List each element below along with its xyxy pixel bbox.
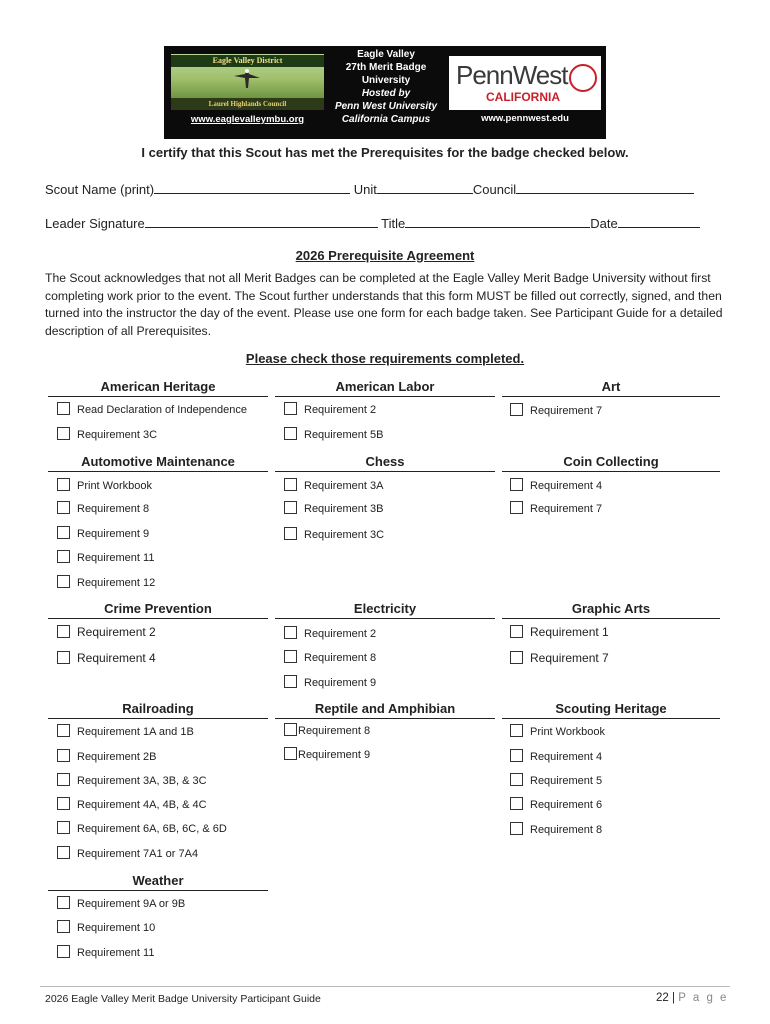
checklist-item[interactable]	[284, 501, 384, 516]
checkbox[interactable]	[284, 650, 297, 663]
checklist-item[interactable]	[57, 797, 207, 812]
banner-line: University	[361, 75, 411, 86]
checklist-label: Requirement 8	[77, 503, 150, 515]
checklist-label: Requirement 2	[304, 404, 377, 416]
badge-header-railroading: Railroading	[48, 701, 268, 719]
checkbox[interactable]	[57, 821, 70, 834]
checklist-item[interactable]	[510, 501, 602, 516]
checklist-item[interactable]	[510, 822, 602, 837]
checkbox[interactable]	[57, 773, 70, 786]
checkbox[interactable]	[57, 575, 70, 588]
checkbox[interactable]	[510, 403, 523, 416]
checkbox[interactable]	[57, 478, 70, 491]
checkbox[interactable]	[510, 625, 523, 638]
checklist-label: Requirement 1A and 1B	[77, 726, 194, 738]
checklist-item[interactable]	[57, 821, 227, 836]
pennwest-name: PennWest	[456, 60, 568, 90]
checklist-label: Requirement 4	[77, 651, 156, 665]
checklist-item[interactable]	[57, 478, 152, 493]
checklist-label: Requirement 9	[298, 749, 371, 761]
checklist-item[interactable]	[510, 749, 602, 764]
checklist-label: Requirement 6A, 6B, 6C, & 6D	[77, 823, 227, 835]
checklist-item[interactable]	[510, 403, 602, 418]
checklist-label: Requirement 3C	[304, 529, 385, 541]
checklist-item[interactable]	[57, 501, 149, 516]
checklist-label: Read Declaration of Independence	[77, 404, 248, 416]
checklist-label: Requirement 10	[77, 922, 156, 934]
checklist-item[interactable]	[57, 550, 154, 565]
checkbox[interactable]	[510, 749, 523, 762]
checklist-label: Print Workbook	[77, 480, 152, 492]
checkbox[interactable]	[510, 724, 523, 737]
checklist-label: Requirement 3A, 3B, & 3C	[77, 775, 207, 787]
checklist-label: Print Workbook	[530, 726, 605, 738]
checklist-item[interactable]	[284, 478, 384, 493]
scout-name-field[interactable]	[154, 181, 350, 194]
checkbox[interactable]	[57, 846, 70, 859]
checklist-item[interactable]	[510, 651, 609, 665]
checkbox[interactable]	[284, 527, 297, 540]
pennwest-url: www.pennwest.edu	[481, 113, 569, 124]
checkbox[interactable]	[284, 747, 297, 760]
banner-line: Eagle Valley	[357, 49, 415, 60]
checklist-item[interactable]	[510, 478, 602, 493]
checklist-label: Requirement 5B	[304, 429, 384, 441]
checkbox[interactable]	[57, 550, 70, 563]
checklist-label: Requirement 2B	[77, 751, 157, 763]
checkbox[interactable]	[57, 526, 70, 539]
checklist-label: Requirement 6	[530, 799, 603, 811]
checkbox[interactable]	[57, 402, 70, 415]
checklist-item[interactable]	[510, 724, 605, 739]
banner-line: California Campus	[341, 114, 431, 125]
eagle-valley-district-logo	[171, 54, 324, 110]
checklist-item[interactable]	[284, 527, 384, 542]
checklist-label: Requirement 12	[77, 577, 156, 589]
checkbox[interactable]	[57, 625, 70, 638]
checkbox[interactable]	[284, 501, 297, 514]
pennwest-seal-icon	[569, 64, 597, 92]
badge-header-scouting-heritage: Scouting Heritage	[502, 701, 720, 719]
checklist-item[interactable]	[284, 402, 376, 417]
leader-signature-field[interactable]	[145, 215, 378, 228]
checklist-item[interactable]	[284, 723, 370, 738]
scout-info-row	[45, 181, 694, 197]
badge-header-chess: Chess	[275, 454, 495, 472]
title-label: Title	[381, 216, 406, 231]
agreement-body: The Scout acknowledges that not all Merit Badges can be completed at the Eagle Valley Merit Badge University without first completing work prior to the event. The Scout further understands that this form MUST be filled out correctly, signed, and then turned into the instructor the day of the event. Please use one form for each badge taken. See Participant Guide for a detailed description of all Prerequisites.	[45, 271, 723, 338]
checklist-label: Requirement 3A	[304, 480, 384, 492]
checklist-label: Requirement 9A or 9B	[77, 898, 186, 910]
page-number	[656, 992, 728, 1004]
checklist-item[interactable]	[57, 846, 198, 861]
page-separator: |	[672, 992, 675, 1004]
certify-statement: I certify that this Scout has met the Prerequisites for the badge checked below.	[141, 145, 629, 160]
checklist-item[interactable]	[57, 749, 157, 764]
checklist-item[interactable]	[284, 675, 376, 690]
checkbox[interactable]	[284, 723, 297, 736]
badge-header-weather: Weather	[48, 873, 268, 891]
checklist-item[interactable]	[284, 747, 370, 762]
checklist-label: Requirement 11	[77, 947, 155, 959]
checkbox[interactable]	[510, 773, 523, 786]
logo-council: Laurel Highlands Council	[171, 98, 324, 110]
banner-center-text	[328, 48, 444, 126]
banner-line: Penn West University	[334, 101, 438, 112]
checklist-item[interactable]	[57, 651, 156, 665]
checklist-label: Requirement 7	[530, 405, 603, 417]
eagle-icon	[233, 66, 261, 92]
checklist-item[interactable]	[57, 920, 155, 935]
leader-signature-label: Leader Signature	[45, 216, 145, 231]
checkbox[interactable]	[510, 822, 523, 835]
checklist-label: Requirement 1	[530, 625, 609, 639]
pennwest-campus: CALIFORNIA	[486, 90, 560, 104]
checkbox[interactable]	[57, 896, 70, 909]
footer-title: 2026 Eagle Valley Merit Badge University Participant Guide	[45, 993, 321, 1005]
eaglevalley-url: www.eaglevalleymbu.org	[190, 114, 305, 125]
checklist-label: Requirement 7	[530, 503, 603, 515]
checkbox[interactable]	[284, 675, 297, 688]
checklist-item[interactable]	[57, 625, 156, 639]
checklist-label: Requirement 7	[530, 651, 609, 665]
page-word: P a g e	[678, 992, 729, 1004]
checklist-item[interactable]	[510, 625, 609, 639]
scout-name-label: Scout Name (print)	[45, 182, 155, 197]
banner-line: 27th Merit Badge	[345, 62, 427, 73]
checkbox[interactable]	[284, 626, 297, 639]
checkbox[interactable]	[57, 797, 70, 810]
badge-header-reptile-amphibian: Reptile and Amphibian	[275, 701, 495, 719]
page-number-value: 22	[656, 992, 669, 1004]
checkbox[interactable]	[57, 724, 70, 737]
checkbox[interactable]	[510, 478, 523, 491]
badge-header-electricity: Electricity	[275, 601, 495, 619]
checklist-item[interactable]	[510, 773, 602, 788]
checklist-item[interactable]	[57, 773, 207, 788]
checklist-item[interactable]	[57, 945, 154, 960]
council-field[interactable]	[516, 181, 694, 194]
badge-header-automotive-maintenance: Automotive Maintenance	[48, 454, 268, 472]
checkbox[interactable]	[510, 501, 523, 514]
checklist-label: Requirement 4	[530, 751, 603, 763]
badge-header-art: Art	[502, 379, 720, 397]
checkbox[interactable]	[57, 427, 70, 440]
logo-title: Eagle Valley District	[171, 55, 324, 67]
checklist-label: Requirement 2	[77, 625, 156, 639]
title-field[interactable]	[405, 215, 590, 228]
checklist-item[interactable]	[57, 427, 157, 442]
badge-header-american-labor: American Labor	[275, 379, 495, 397]
leader-info-row	[45, 215, 700, 231]
checkbox[interactable]	[284, 427, 297, 440]
checklist-label: Requirement 3C	[77, 429, 158, 441]
date-label: Date	[590, 216, 618, 231]
date-field[interactable]	[618, 215, 700, 228]
checklist-label: Requirement 9	[304, 677, 377, 689]
checklist-label: Requirement 8	[530, 824, 603, 836]
checklist-label: Requirement 3B	[304, 503, 384, 515]
badge-header-coin-collecting: Coin Collecting	[502, 454, 720, 472]
checklist-item[interactable]	[57, 575, 155, 590]
checklist-label: Requirement 9	[77, 528, 150, 540]
badge-header-graphic-arts: Graphic Arts	[502, 601, 720, 619]
checklist-item[interactable]	[510, 797, 602, 812]
check-instructions: Please check those requirements completed.	[245, 351, 525, 366]
checklist-item[interactable]	[284, 650, 376, 665]
checklist-label: Requirement 8	[304, 652, 377, 664]
agreement-title: 2026 Prerequisite Agreement	[295, 248, 475, 263]
council-label: Council	[472, 182, 517, 197]
checklist-item[interactable]	[57, 402, 247, 417]
checklist-item[interactable]	[57, 724, 194, 739]
checkbox[interactable]	[284, 478, 297, 491]
checkbox[interactable]	[57, 749, 70, 762]
checklist-label: Requirement 2	[304, 628, 377, 640]
checkbox[interactable]	[57, 501, 70, 514]
footer-divider	[40, 986, 730, 987]
checklist-item[interactable]	[284, 626, 376, 641]
badge-header-crime-prevention: Crime Prevention	[48, 601, 268, 619]
badge-header-american-heritage: American Heritage	[48, 379, 268, 397]
checkbox[interactable]	[284, 402, 297, 415]
unit-label: Unit	[353, 182, 377, 197]
checklist-label: Requirement 4A, 4B, & 4C	[77, 799, 207, 811]
checklist-label: Requirement 4	[530, 480, 603, 492]
checkbox[interactable]	[57, 651, 70, 664]
unit-field[interactable]	[377, 181, 473, 194]
checkbox[interactable]	[57, 945, 70, 958]
checklist-item[interactable]	[284, 427, 384, 442]
checklist-label: Requirement 8	[298, 725, 371, 737]
checklist-label: Requirement 7A1 or 7A4	[77, 848, 199, 860]
banner-line: Hosted by	[361, 88, 411, 99]
checklist-item[interactable]	[57, 526, 149, 541]
checkbox[interactable]	[510, 651, 523, 664]
checklist-label: Requirement 11	[77, 552, 155, 564]
checklist-label: Requirement 5	[530, 775, 603, 787]
checkbox[interactable]	[57, 920, 70, 933]
checklist-item[interactable]	[57, 896, 185, 911]
checkbox[interactable]	[510, 797, 523, 810]
